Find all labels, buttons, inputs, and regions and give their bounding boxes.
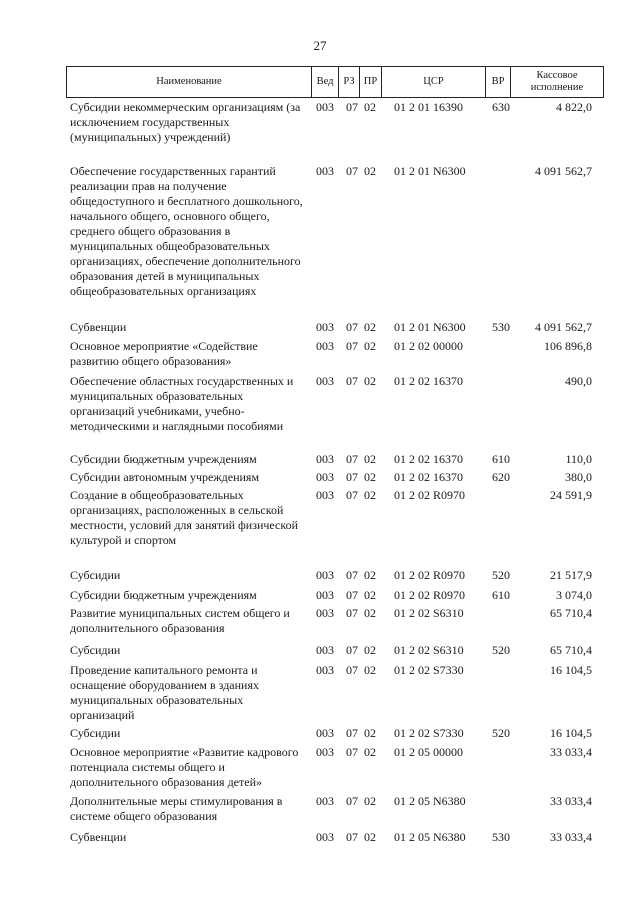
row-name: Создание в общеобразовательных организациях, расположенных в сельской местности, условий для занятий физической культурой и спортом <box>70 488 299 547</box>
row-sum: 33 033,4 <box>550 745 592 759</box>
table-row <box>0 794 640 830</box>
row-ved: 003 <box>316 320 334 334</box>
row-rz: 07 <box>346 830 358 844</box>
row-ved: 003 <box>316 794 334 808</box>
table-body <box>0 100 640 848</box>
row-sum: 4 822,0 <box>556 100 592 114</box>
table-row <box>0 830 640 848</box>
table-row <box>0 470 640 488</box>
row-ved: 003 <box>316 100 334 114</box>
row-csr: 01 2 05 N6380 <box>394 830 466 844</box>
row-csr: 01 2 02 R0970 <box>394 488 466 502</box>
row-vr: 630 <box>492 100 510 114</box>
row-pr: 02 <box>364 488 376 502</box>
header-pr: ПР <box>363 75 378 87</box>
table-row <box>0 745 640 794</box>
row-name: Дополнительные меры стимулирования в системе общего образования <box>70 794 283 823</box>
row-pr: 02 <box>364 164 376 178</box>
row-csr: 01 2 02 16370 <box>394 470 463 484</box>
row-rz: 07 <box>346 339 358 353</box>
row-sum: 65 710,4 <box>550 643 592 657</box>
row-sum: 106 896,8 <box>544 339 592 353</box>
header-vr: ВР <box>491 75 505 87</box>
row-sum: 33 033,4 <box>550 794 592 808</box>
row-csr: 01 2 02 00000 <box>394 339 463 353</box>
row-name: Субсидии бюджетным учреждениям <box>70 452 257 466</box>
table-header <box>66 66 604 98</box>
row-name: Субсидии автономным учреждениям <box>70 470 260 484</box>
row-sum: 33 033,4 <box>550 830 592 844</box>
row-csr: 01 2 02 16370 <box>394 374 463 388</box>
row-pr: 02 <box>364 745 376 759</box>
row-pr: 02 <box>364 452 376 466</box>
row-ved: 003 <box>316 588 334 602</box>
row-name: Субсидии <box>70 726 121 740</box>
row-csr: 01 2 01 16390 <box>394 100 463 114</box>
row-csr: 01 2 01 N6300 <box>394 164 466 178</box>
row-pr: 02 <box>364 606 376 620</box>
row-pr: 02 <box>364 470 376 484</box>
row-rz: 07 <box>346 374 358 388</box>
row-rz: 07 <box>346 726 358 740</box>
row-rz: 07 <box>346 320 358 334</box>
row-pr: 02 <box>364 663 376 677</box>
row-pr: 02 <box>364 643 376 657</box>
table-row <box>0 588 640 606</box>
row-sum: 21 517,9 <box>550 568 592 582</box>
header-name: Наименование <box>156 75 222 87</box>
row-ved: 003 <box>316 726 334 740</box>
row-name: Основное мероприятие «Развитие кадрового потенциала системы общего и дополнительного образования детей» <box>70 745 299 789</box>
row-vr: 620 <box>492 470 510 484</box>
header-sum: Кассовое исполнение <box>530 69 584 93</box>
row-ved: 003 <box>316 374 334 388</box>
row-pr: 02 <box>364 100 376 114</box>
row-pr: 02 <box>364 830 376 844</box>
row-pr: 02 <box>364 320 376 334</box>
row-sum: 4 091 562,7 <box>535 164 592 178</box>
row-rz: 07 <box>346 488 358 502</box>
row-pr: 02 <box>364 568 376 582</box>
row-csr: 01 2 02 S7330 <box>394 663 464 677</box>
row-name: Проведение капитального ремонта и оснащение оборудованием в зданиях муниципальных образовательных организаций <box>70 663 259 722</box>
row-vr: 530 <box>492 830 510 844</box>
row-sum: 3 074,0 <box>556 588 592 602</box>
row-csr: 01 2 02 S6310 <box>394 643 464 657</box>
table-row <box>0 339 640 374</box>
row-sum: 16 104,5 <box>550 663 592 677</box>
row-sum: 4 091 562,7 <box>535 320 592 334</box>
row-rz: 07 <box>346 470 358 484</box>
table-row <box>0 100 640 164</box>
row-rz: 07 <box>346 164 358 178</box>
row-rz: 07 <box>346 745 358 759</box>
row-vr: 520 <box>492 568 510 582</box>
row-rz: 07 <box>346 606 358 620</box>
row-name: Субсидии некоммерческим организациям (за исключением государственных (муниципальных) учреждений) <box>70 100 301 144</box>
row-rz: 07 <box>346 588 358 602</box>
row-csr: 01 2 01 N6300 <box>394 320 466 334</box>
row-csr: 01 2 02 16370 <box>394 452 463 466</box>
table-row <box>0 643 640 663</box>
row-name: Развитие муниципальных систем общего и дополнительного образования <box>70 606 290 635</box>
row-name: Субвенции <box>70 830 127 844</box>
header-csr: ЦСР <box>423 75 444 87</box>
row-pr: 02 <box>364 374 376 388</box>
row-ved: 003 <box>316 488 334 502</box>
row-sum: 24 591,9 <box>550 488 592 502</box>
row-name: Субсидии <box>70 568 121 582</box>
row-csr: 01 2 02 S7330 <box>394 726 464 740</box>
row-sum: 110,0 <box>565 452 592 466</box>
row-ved: 003 <box>316 663 334 677</box>
row-csr: 01 2 02 R0970 <box>394 588 466 602</box>
row-csr: 01 2 05 N6380 <box>394 794 466 808</box>
row-name: Обеспечение областных государственных и муниципальных образовательных организаций учебниками, учебно-методическими и наглядными пособиями <box>70 374 294 433</box>
row-ved: 003 <box>316 606 334 620</box>
row-rz: 07 <box>346 663 358 677</box>
row-ved: 003 <box>316 830 334 844</box>
page-number: 27 <box>313 38 327 53</box>
row-rz: 07 <box>346 643 358 657</box>
row-name: Основное мероприятие «Содействие развитию общего образования» <box>70 339 258 368</box>
row-name: Субвенции <box>70 320 127 334</box>
row-sum: 380,0 <box>565 470 592 484</box>
row-rz: 07 <box>346 452 358 466</box>
row-pr: 02 <box>364 726 376 740</box>
table-row <box>0 726 640 745</box>
row-rz: 07 <box>346 100 358 114</box>
row-name: Субсидии <box>70 643 121 657</box>
row-csr: 01 2 02 R0970 <box>394 568 466 582</box>
row-sum: 65 710,4 <box>550 606 592 620</box>
row-csr: 01 2 02 S6310 <box>394 606 464 620</box>
row-vr: 520 <box>492 643 510 657</box>
row-ved: 003 <box>316 470 334 484</box>
row-ved: 003 <box>316 643 334 657</box>
header-ved: Вед <box>316 75 334 87</box>
row-rz: 07 <box>346 568 358 582</box>
header-rz: РЗ <box>343 75 355 87</box>
row-ved: 003 <box>316 568 334 582</box>
row-pr: 02 <box>364 588 376 602</box>
row-sum: 490,0 <box>565 374 592 388</box>
table-row <box>0 606 640 643</box>
row-pr: 02 <box>364 794 376 808</box>
row-vr: 520 <box>492 726 510 740</box>
row-csr: 01 2 05 00000 <box>394 745 463 759</box>
table-row <box>0 164 640 320</box>
row-ved: 003 <box>316 164 334 178</box>
row-vr: 610 <box>492 452 510 466</box>
row-name: Обеспечение государственных гарантий реализации прав на получение общедоступного и бесплатного дошкольного, начального общего, основного общего, среднего общего образования в муниципальных общеобразовательных организациях, обеспечение дополнительного образования детей в муниципальных общеобразовательных организациях <box>70 164 303 298</box>
row-rz: 07 <box>346 794 358 808</box>
table-row <box>0 320 640 339</box>
row-ved: 003 <box>316 745 334 759</box>
row-ved: 003 <box>316 452 334 466</box>
row-pr: 02 <box>364 339 376 353</box>
table-row <box>0 568 640 588</box>
row-sum: 16 104,5 <box>550 726 592 740</box>
table-row <box>0 452 640 470</box>
row-name: Субсидии бюджетным учреждениям <box>70 588 257 602</box>
table-row <box>0 488 640 568</box>
row-ved: 003 <box>316 339 334 353</box>
table-row <box>0 663 640 726</box>
table-row <box>0 374 640 452</box>
row-vr: 610 <box>492 588 510 602</box>
row-vr: 530 <box>492 320 510 334</box>
